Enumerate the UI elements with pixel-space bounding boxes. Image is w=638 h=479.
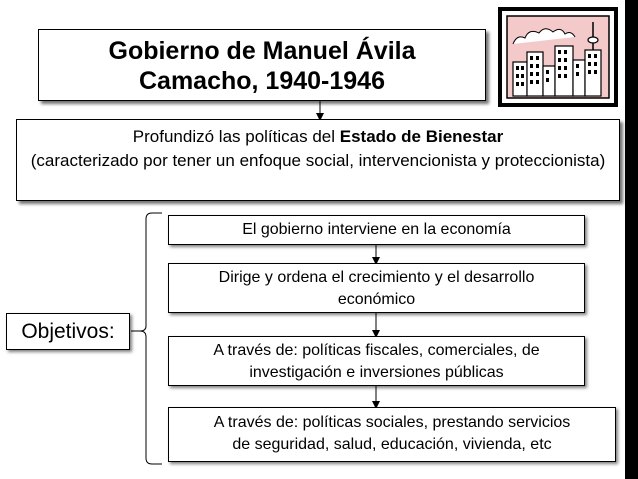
- summary-bold-term: Estado de Bienestar: [339, 127, 504, 146]
- step-3-line-1: A través de: políticas fiscales, comerciales, de: [213, 342, 540, 359]
- step-3-line-2: investigación e inversiones públicas: [249, 364, 504, 381]
- step-4-line-1: A través de: políticas sociales, prestando servicios: [213, 414, 571, 431]
- summary-prefix: Profundizó las políticas del: [132, 127, 340, 146]
- objective-step-3: [168, 336, 585, 386]
- objective-step-1: [168, 215, 585, 245]
- step-2-line-1: Dirige y ordena el crecimiento y el desarrollo: [218, 269, 535, 286]
- objective-step-2: [168, 263, 585, 313]
- step-4-line-2: de seguridad, salud, educación, vivienda, etc: [232, 436, 552, 453]
- objectives-bracket: [131, 213, 162, 464]
- objectives-label: Objetivos:: [6, 313, 130, 350]
- title-line-2: Camacho, 1940-1946: [139, 67, 385, 95]
- summary-box: [16, 119, 620, 201]
- title-box: [38, 29, 486, 101]
- city-skyline-icon: [497, 6, 619, 108]
- summary-rest: (caracterizado por tener un enfoque social, intervencionista y proteccionista): [30, 151, 606, 170]
- step-2-line-2: económico: [337, 291, 416, 308]
- title-line-1: Gobierno de Manuel Ávila: [108, 37, 416, 65]
- objective-step-4: [168, 407, 616, 462]
- step-1-text: El gobierno interviene en la economía: [242, 221, 511, 238]
